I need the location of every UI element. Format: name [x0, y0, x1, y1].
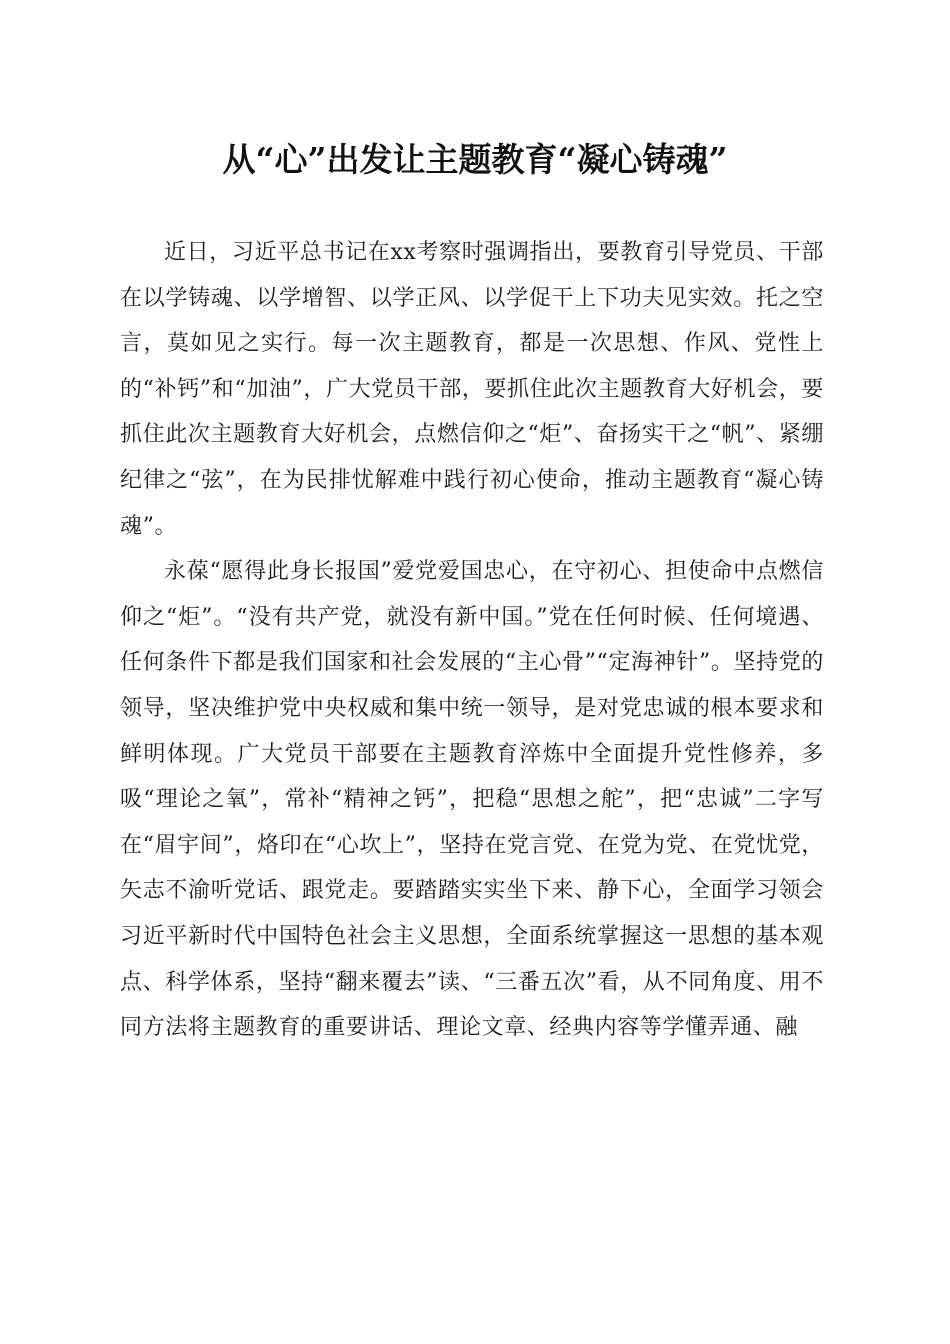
document-body [120, 230, 824, 1051]
paragraph-1: 近日，习近平总书记在xx考察时强调指出，要教育引导党员、干部在以学铸魂、以学增智、以学正风、以学促干上下功夫见实效。托之空言，莫如见之实行。每一次主题教育，都是一次思想、作风、党性上的“补钙”和“加油”，广大党员干部，要抓住此次主题教育大好机会，要抓住此次主题教育大好机会，点燃信仰之“炬”、奋扬实干之“帆”、紧绷纪律之“弦”，在为民排忧解难中践行初心使命，推动主题教育“凝心铸魂”。 [120, 240, 824, 539]
paragraph-2: 永葆“愿得此身长报国”爱党爱国忠心，在守初心、担使命中点燃信仰之“炬”。“没有共产党，就没有新中国。”党在任何时候、任何境遇、任何条件下都是我们国家和社会发展的“主心骨”“定海神针”。坚持党的领导，坚决维护党中央权威和集中统一领导，是对党忠诚的根本要求和鲜明体现。广大党员干部要在主题教育淬炼中全面提升党性修养，多吸“理论之氧”，常补“精神之钙”，把稳“思想之舵”，把“忠诚”二字写在“眉宇间”，烙印在“心坎上”，坚持在党言党、在党为党、在党忧党，矢志不渝听党话、跟党走。要踏踏实实坐下来、静下心，全面学习领会习近平新时代中国特色社会主义思想，全面系统掌握这一思想的基本观点、科学体系，坚持“翻来覆去”读、“三番五次”看，从不同角度、用不同方法将主题教育的重要讲话、理论文章、经典内容等学懂弄通、融 [120, 559, 824, 1041]
document-title: 从“心”出发让主题教育“凝心铸魂” [222, 140, 728, 179]
